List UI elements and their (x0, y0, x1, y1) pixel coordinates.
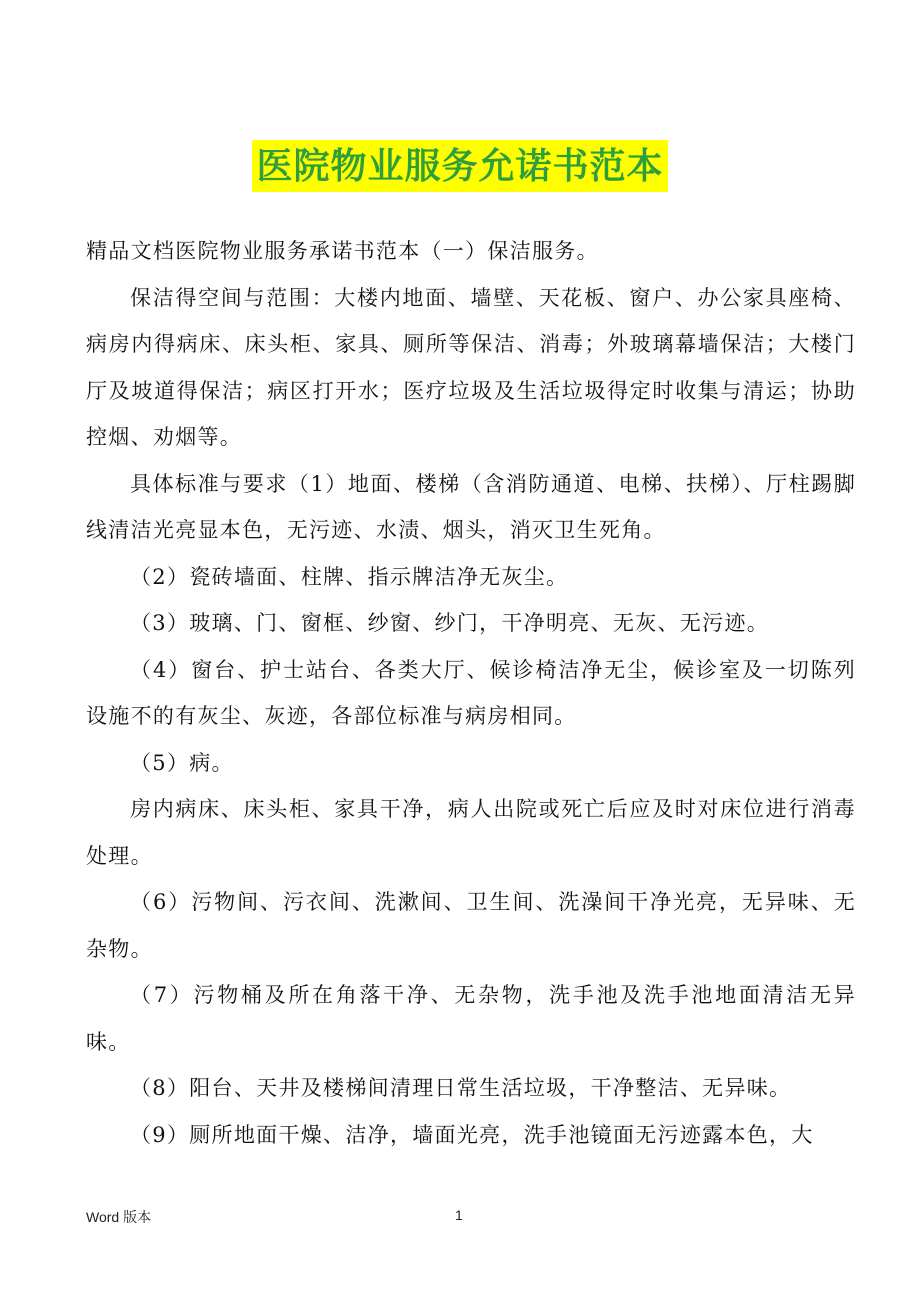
paragraph-ward: 房内病床、床头柜、家具干净，病人出院或死亡后应及时对床位进行消毒处理。 (86, 797, 856, 868)
title-container (0, 140, 920, 192)
paragraph-standard-6: （6）污物间、污衣间、洗漱间、卫生间、洗澡间干净光亮，无异味、无杂物。 (86, 890, 856, 961)
document-title: 医院物业服务允诺书范本 (252, 140, 667, 192)
paragraph-standard-8: （8）阳台、天井及楼梯间清理日常生活垃圾，干净整洁、无异味。 (130, 1076, 792, 1100)
paragraph-standard-7: （7）污物桶及所在角落干净、无杂物，洗手池及洗手池地面清洁无异味。 (86, 983, 856, 1054)
paragraph-standard-5: （5）病。 (130, 750, 234, 775)
paragraph-standard-3: （3）玻璃、门、窗框、纱窗、纱门，干净明亮、无灰、无污迹。 (130, 611, 770, 635)
paragraph-standard-9: （9）厕所地面干燥、洁净，墙面光亮，洗手池镜面无污迹露本色，大 (130, 1122, 814, 1147)
paragraph-intro: 精品文档医院物业服务承诺书范本（一）保洁服务。 (86, 239, 599, 263)
paragraph-standard-2: （2）瓷砖墙面、柱牌、指示牌洁净无灰尘。 (130, 564, 569, 589)
footer-label: Word 版本 (86, 1209, 152, 1225)
paragraph-standard-4: （4）窗台、护士站台、各类大厅、候诊椅洁净无尘，候诊室及一切陈列设施不的有灰尘、灰迹，各部位标准与病房相同。 (86, 657, 856, 728)
page-number: 1 (455, 1207, 463, 1223)
paragraph-scope: 保洁得空间与范围：大楼内地面、墙壁、天花板、窗户、办公家具座椅、病房内得病床、床头柜、家具、厕所等保洁、消毒；外玻璃幕墙保洁；大楼门厅及坡道得保洁；病区打开水；医疗垃圾及生活垃圾得定时收集与清运；协助控烟、劝烟等。 (86, 285, 856, 449)
paragraph-standard-1: 具体标准与要求（1）地面、楼梯（含消防通道、电梯、扶梯）、厅柱踢脚线清洁光亮显本色，无污迹、水渍、烟头，消灭卫生死角。 (86, 471, 856, 542)
document-body (86, 228, 856, 1158)
